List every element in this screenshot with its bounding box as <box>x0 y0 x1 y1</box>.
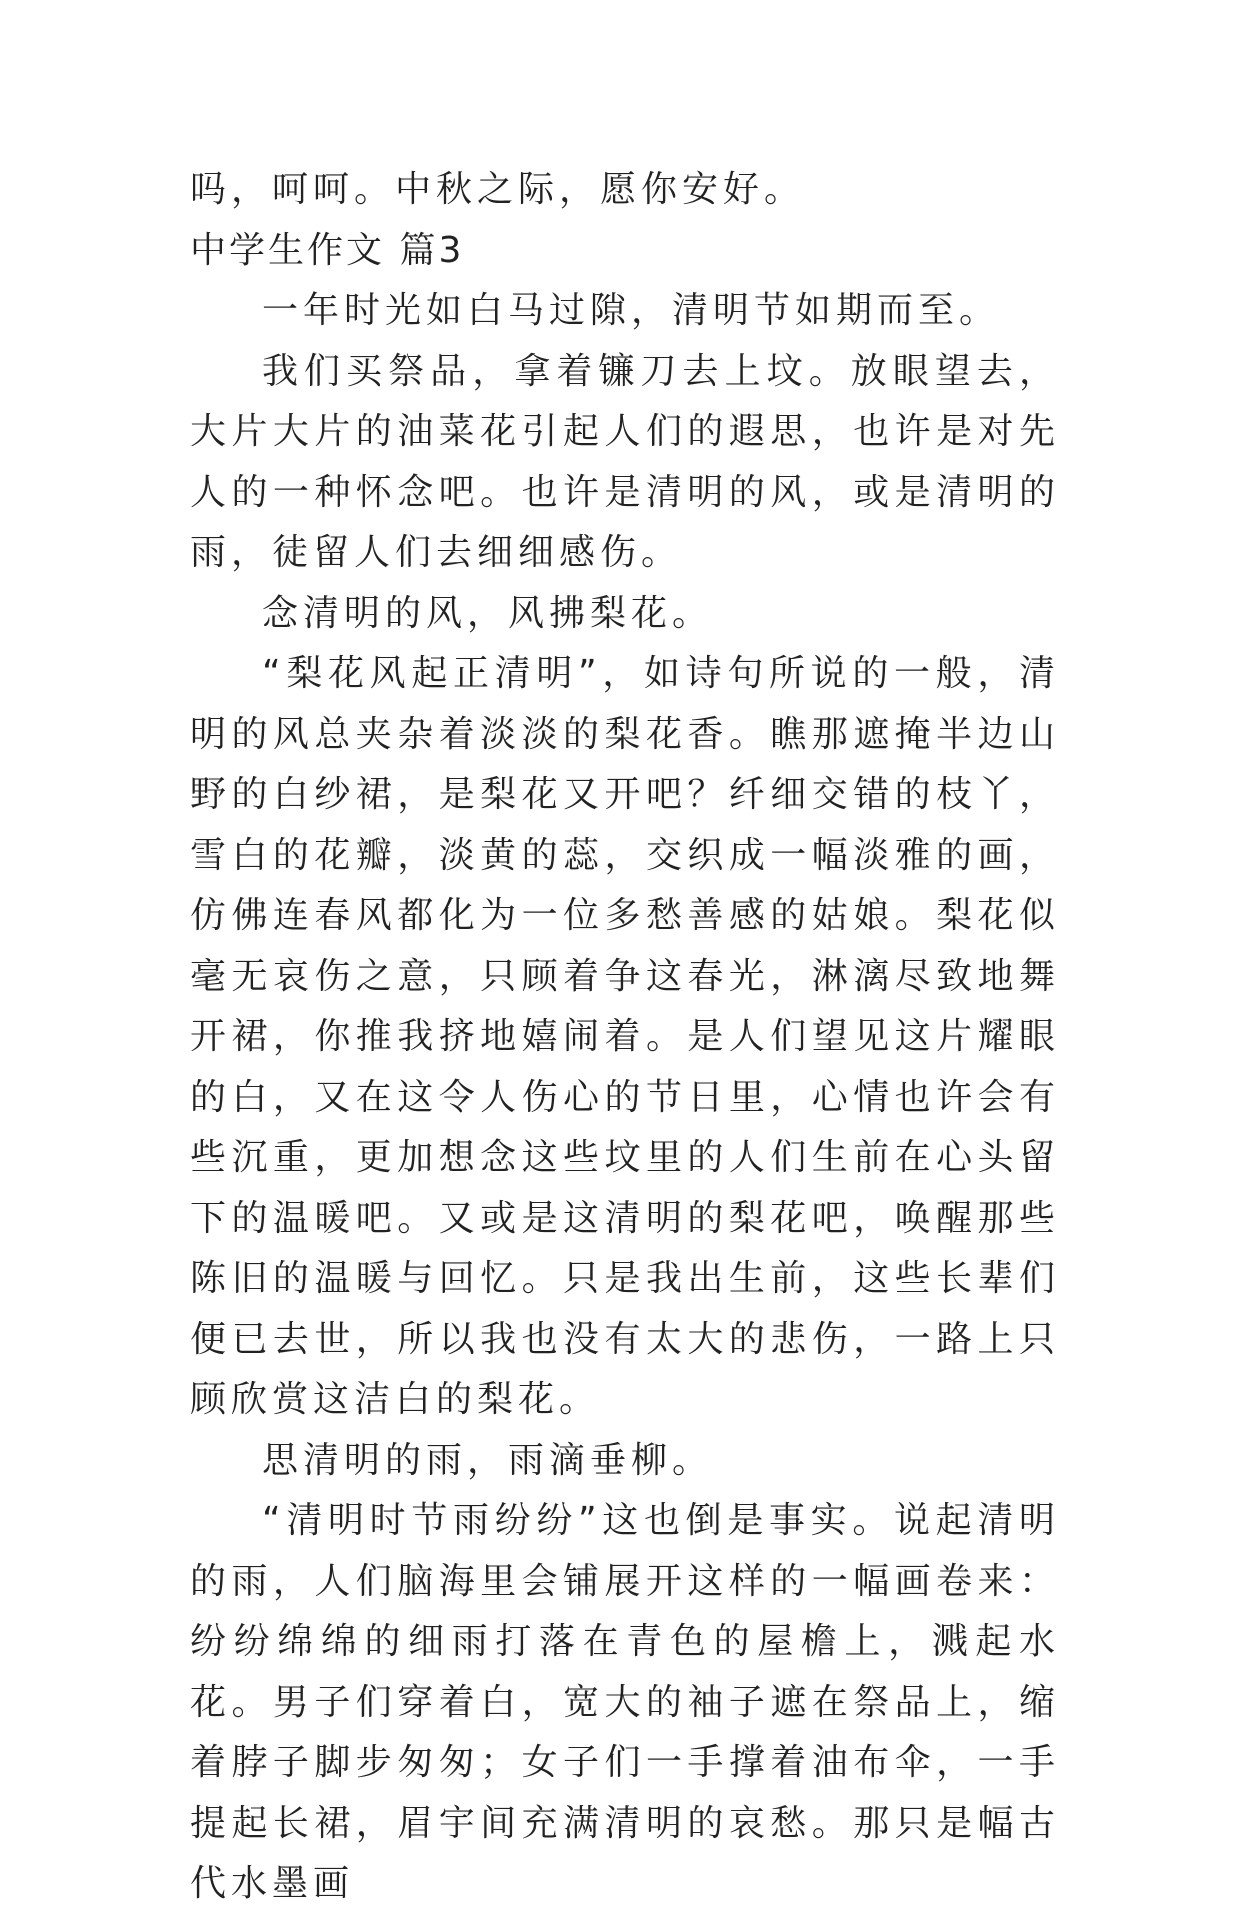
paragraph: “清明时节雨纷纷”这也倒是事实。说起清明的雨，人们脑海里会铺展开这样的一幅画卷来：纷纷绵绵的细雨打落在青色的屋檐上，溅起水花。男子们穿着白，宽大的袖子遮在祭品上，缩着脖子脚步匆匆；女子们一手撑着油布伞，一手提起长裙，眉宇间充满清明的哀愁。那只是幅古代水墨画 <box>190 1500 1060 1904</box>
paragraph: “梨花风起正清明”，如诗句所说的一般，清明的风总夹杂着淡淡的梨花香。瞧那遮掩半边山野的白纱裙，是梨花又开吧？纤细交错的枝丫，雪白的花瓣，淡黄的蕊，交织成一幅淡雅的画，仿佛连春风都化为一位多愁善感的姑娘。梨花似毫无哀伤之意，只顾着争这春光，淋漓尽致地舞开裙，你推我挤地嬉闹着。是人们望见这片耀眼的白，又在这令人伤心的节日里，心情也许会有些沉重，更加想念这些坟里的人们生前在心头留下的温暖吧。又或是这清明的梨花吧，唤醒那些陈旧的温暖与回忆。只是我出生前，这些长辈们便已去世，所以我也没有太大的悲伤，一路上只顾欣赏这洁白的梨花。 <box>190 653 1060 1420</box>
paragraph: 我们买祭品，拿着镰刀去上坟。放眼望去，大片大片的油菜花引起人们的遐思，也许是对先人的一种怀念吧。也许是清明的风，或是清明的雨，徒留人们去细细感伤。 <box>190 350 1060 573</box>
paragraph: 念清明的风，风拂梨花。 <box>262 592 714 634</box>
lead-paragraph: 吗，呵呵。中秋之际，愿你安好。 <box>190 169 806 210</box>
paragraph: 一年时光如白马过隙，清明节如期而至。 <box>262 290 1001 331</box>
paragraph: 思清明的雨，雨滴垂柳。 <box>262 1439 714 1481</box>
essay-body <box>190 160 1060 1915</box>
section-title: 中学生作文 篇3 <box>190 229 465 271</box>
